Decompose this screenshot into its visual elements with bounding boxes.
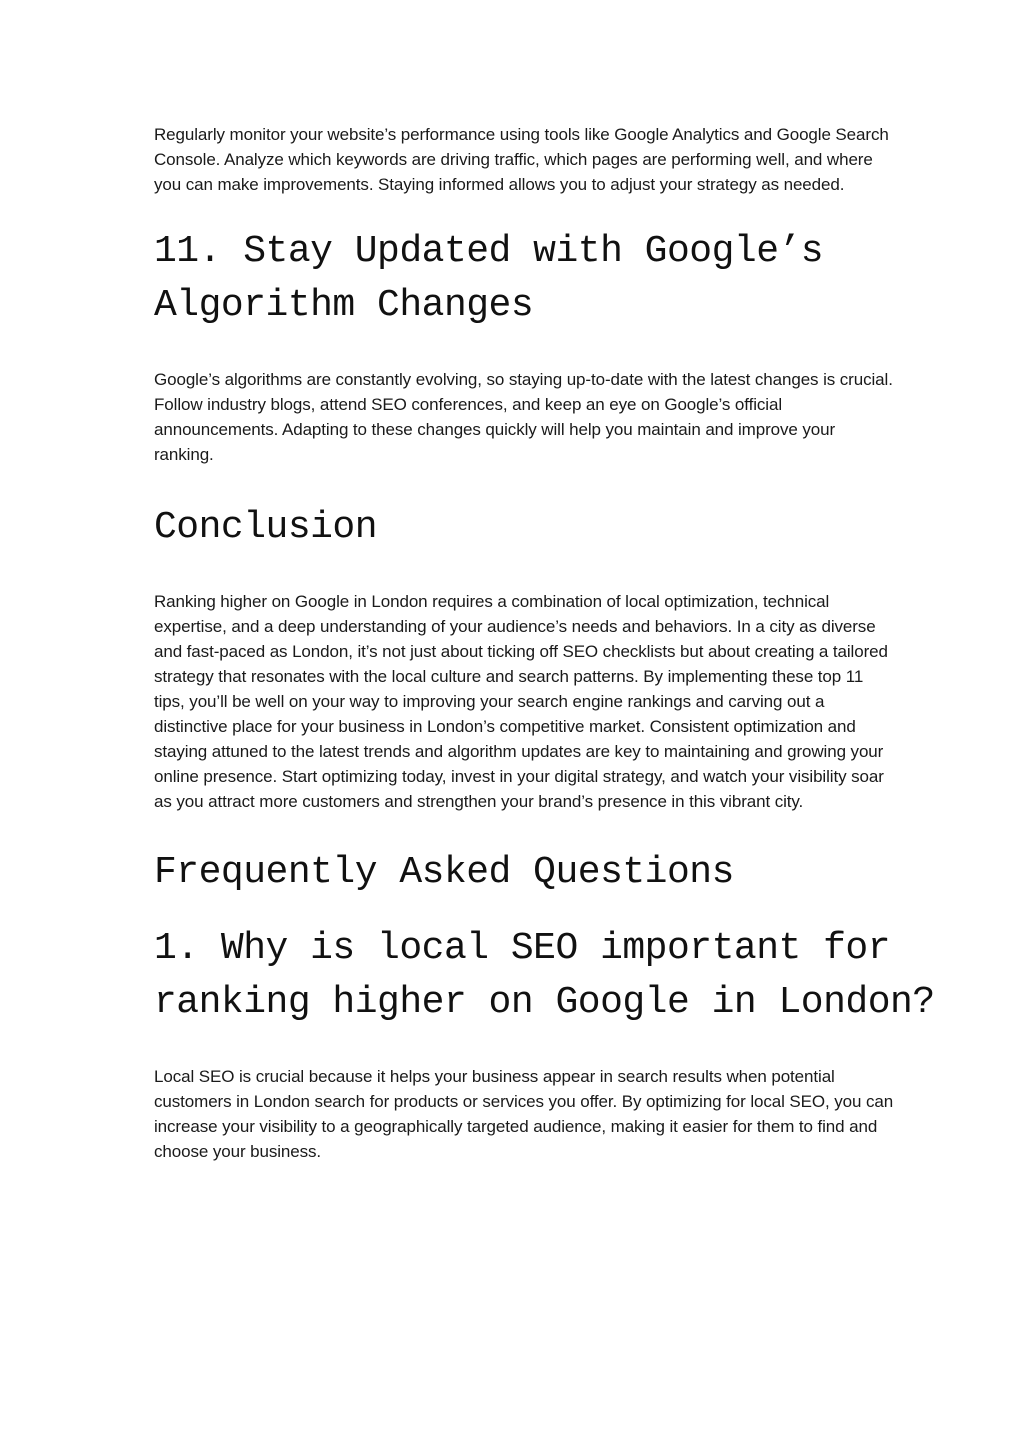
faq1-heading-line2: ranking higher on Google in London? <box>154 981 935 1024</box>
faq1-paragraph: Local SEO is crucial because it helps your business appear in search results when potential customers in London search for products or services you offer. By optimizing for local SEO, you can increase your visibility to a geographically targeted audience, making it easier for them to find and choose your business. <box>154 1067 894 1161</box>
faq1-heading <box>154 922 935 1030</box>
conclusion-paragraph: Ranking higher on Google in London requires a combination of local optimization, technical expertise, and a deep understanding of your audience’s needs and behaviors. In a city as diverse and fast-paced as London, it’s not just about ticking off SEO checklists but about creating a tailored strategy that resonates with the local culture and search patterns. By implementing these top 11 tips, you’ll be well on your way to improving your search engine rankings and carving out a distinctive place for your business in London’s competitive market. Consistent optimization and staying attuned to the latest trends and algorithm updates are key to maintaining and growing your online presence. Start optimizing today, invest in your digital strategy, and watch your visibility soar as you attract more customers and strengthen your brand’s presence in this vibrant city. <box>154 592 888 811</box>
algorithm-paragraph: Google’s algorithms are constantly evolving, so staying up-to-date with the latest changes is crucial. Follow industry blogs, attend SEO conferences, and keep an eye on Google’s official announcements. Adapting to these changes quickly will help you maintain and improve your ranking. <box>154 370 893 464</box>
faq1-heading-line1: 1. Why is local SEO important for <box>154 927 891 970</box>
algorithm-heading <box>154 225 894 333</box>
document-page <box>154 122 935 1164</box>
conclusion-heading: Conclusion <box>154 506 378 549</box>
algorithm-heading-line1: 11. Stay Updated with Google’s <box>154 230 824 273</box>
faq-heading: Frequently Asked Questions <box>154 851 734 894</box>
monitor-paragraph: Regularly monitor your website’s performance using tools like Google Analytics and Google Search Console. Analyze which keywords are driving traffic, which pages are performing well, and where you can make improvements. Staying informed allows you to adjust your strategy as needed. <box>154 125 889 194</box>
algorithm-heading-line2: Algorithm Changes <box>154 284 534 327</box>
